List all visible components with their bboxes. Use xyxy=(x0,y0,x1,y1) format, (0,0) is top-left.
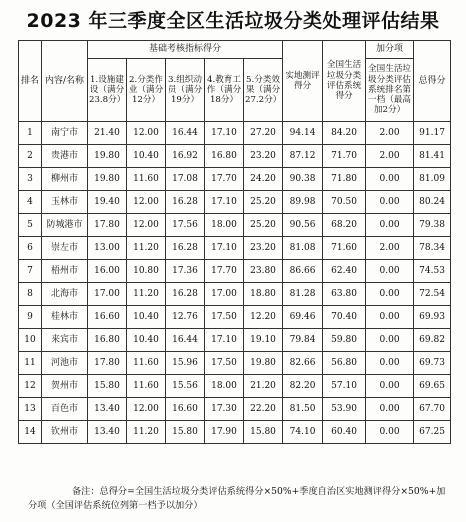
cell-sorting-effect: 15.80 xyxy=(244,421,283,444)
cell-sorting-work: 11.20 xyxy=(127,237,166,260)
header-bonus-group: 加分项 xyxy=(366,41,414,59)
cell-city: 河池市 xyxy=(42,352,88,375)
header-system-score: 全国生活垃圾分类评估系统得分 xyxy=(323,41,366,122)
cell-sorting-work: 11.60 xyxy=(127,168,166,191)
cell-total: 69.73 xyxy=(414,352,451,375)
cell-system-score: 71.70 xyxy=(323,145,366,168)
cell-total: 74.53 xyxy=(414,260,451,283)
cell-sorting-work: 10.80 xyxy=(127,260,166,283)
cell-system-score: 53.90 xyxy=(323,398,366,421)
cell-rank: 7 xyxy=(19,260,42,283)
cell-facility: 17.80 xyxy=(88,214,127,237)
cell-education: 18.00 xyxy=(205,214,244,237)
cell-city: 玉林市 xyxy=(42,191,88,214)
cell-facility: 15.80 xyxy=(88,375,127,398)
cell-total: 67.25 xyxy=(414,421,451,444)
cell-sorting-effect: 19.10 xyxy=(244,329,283,352)
cell-sorting-work: 11.60 xyxy=(127,352,166,375)
cell-mobilization: 16.44 xyxy=(166,329,205,352)
cell-total: 81.41 xyxy=(414,145,451,168)
cell-bonus: 0.00 xyxy=(366,352,414,375)
cell-field-score: 79.84 xyxy=(283,329,323,352)
cell-total: 81.09 xyxy=(414,168,451,191)
cell-facility: 17.80 xyxy=(88,352,127,375)
cell-total: 69.93 xyxy=(414,306,451,329)
cell-education: 17.00 xyxy=(205,283,244,306)
cell-bonus: 0.00 xyxy=(366,214,414,237)
cell-rank: 5 xyxy=(19,214,42,237)
cell-rank: 8 xyxy=(19,283,42,306)
cell-bonus: 2.00 xyxy=(366,122,414,145)
cell-city: 来宾市 xyxy=(42,329,88,352)
cell-field-score: 74.10 xyxy=(283,421,323,444)
cell-field-score: 89.98 xyxy=(283,191,323,214)
table-row xyxy=(19,329,451,352)
header-row-group xyxy=(19,41,451,59)
table-row xyxy=(19,191,451,214)
table-row xyxy=(19,352,451,375)
cell-sorting-effect: 19.80 xyxy=(244,352,283,375)
cell-education: 17.70 xyxy=(205,168,244,191)
cell-city: 北海市 xyxy=(42,283,88,306)
cell-field-score: 69.46 xyxy=(283,306,323,329)
cell-mobilization: 15.56 xyxy=(166,375,205,398)
cell-total: 67.70 xyxy=(414,398,451,421)
table-footnote: 备注：总得分=全国生活垃圾分类评估系统得分×50%+季度自治区实地测评得分×50%+加分项（全国评估系统位列第一档予以加分） xyxy=(28,486,446,511)
cell-education: 17.50 xyxy=(205,306,244,329)
header-total: 总得分 xyxy=(414,41,451,122)
cell-system-score: 63.80 xyxy=(323,283,366,306)
cell-system-score: 60.40 xyxy=(323,421,366,444)
cell-field-score: 90.38 xyxy=(283,168,323,191)
cell-facility: 19.40 xyxy=(88,191,127,214)
cell-total: 78.34 xyxy=(414,237,451,260)
cell-bonus: 0.00 xyxy=(366,168,414,191)
table-row xyxy=(19,237,451,260)
cell-system-score: 68.20 xyxy=(323,214,366,237)
results-table xyxy=(18,40,451,444)
cell-sorting-effect: 23.20 xyxy=(244,237,283,260)
cell-education: 17.50 xyxy=(205,352,244,375)
header-mobilization: 3.组织动员（满分19分） xyxy=(166,59,205,122)
cell-facility: 16.00 xyxy=(88,260,127,283)
cell-city: 崇左市 xyxy=(42,237,88,260)
cell-total: 91.17 xyxy=(414,122,451,145)
cell-rank: 3 xyxy=(19,168,42,191)
cell-rank: 9 xyxy=(19,306,42,329)
cell-mobilization: 16.28 xyxy=(166,237,205,260)
cell-mobilization: 12.76 xyxy=(166,306,205,329)
cell-mobilization: 16.28 xyxy=(166,191,205,214)
cell-field-score: 87.12 xyxy=(283,145,323,168)
cell-sorting-work: 11.20 xyxy=(127,421,166,444)
cell-mobilization: 17.36 xyxy=(166,260,205,283)
cell-city: 钦州市 xyxy=(42,421,88,444)
cell-rank: 10 xyxy=(19,329,42,352)
cell-system-score: 62.40 xyxy=(323,260,366,283)
header-field-score: 实地测评得分 xyxy=(283,41,323,122)
cell-facility: 19.80 xyxy=(88,145,127,168)
cell-bonus: 2.00 xyxy=(366,145,414,168)
cell-facility: 13.40 xyxy=(88,398,127,421)
cell-sorting-work: 12.00 xyxy=(127,214,166,237)
page-title: 2023 年三季度全区生活垃圾分类处理评估结果 xyxy=(26,10,440,32)
cell-education: 17.70 xyxy=(205,260,244,283)
header-facility: 1.设施建设（满分23.8分） xyxy=(88,59,127,122)
cell-bonus: 0.00 xyxy=(366,260,414,283)
header-content: 内容/名称 xyxy=(42,41,88,122)
cell-field-score: 90.56 xyxy=(283,214,323,237)
cell-rank: 6 xyxy=(19,237,42,260)
cell-total: 79.38 xyxy=(414,214,451,237)
cell-total: 72.54 xyxy=(414,283,451,306)
header-education: 4.教育工作（满分18分） xyxy=(205,59,244,122)
cell-mobilization: 17.08 xyxy=(166,168,205,191)
cell-total: 69.82 xyxy=(414,329,451,352)
cell-sorting-effect: 24.20 xyxy=(244,168,283,191)
cell-rank: 14 xyxy=(19,421,42,444)
cell-facility: 13.40 xyxy=(88,421,127,444)
cell-city: 南宁市 xyxy=(42,122,88,145)
cell-mobilization: 16.92 xyxy=(166,145,205,168)
cell-system-score: 71.80 xyxy=(323,168,366,191)
cell-mobilization: 16.28 xyxy=(166,283,205,306)
cell-field-score: 94.14 xyxy=(283,122,323,145)
cell-sorting-work: 11.20 xyxy=(127,283,166,306)
cell-rank: 1 xyxy=(19,122,42,145)
cell-rank: 2 xyxy=(19,145,42,168)
cell-rank: 12 xyxy=(19,375,42,398)
cell-mobilization: 16.44 xyxy=(166,122,205,145)
cell-sorting-work: 10.40 xyxy=(127,306,166,329)
header-sorting-effect: 5.分类效果（满分27.2分） xyxy=(244,59,283,122)
cell-sorting-work: 10.40 xyxy=(127,145,166,168)
cell-field-score: 86.66 xyxy=(283,260,323,283)
cell-education: 16.80 xyxy=(205,145,244,168)
cell-bonus: 0.00 xyxy=(366,375,414,398)
cell-system-score: 59.80 xyxy=(323,329,366,352)
cell-city: 桂林市 xyxy=(42,306,88,329)
cell-system-score: 84.20 xyxy=(323,122,366,145)
cell-sorting-work: 11.60 xyxy=(127,375,166,398)
cell-system-score: 57.10 xyxy=(323,375,366,398)
cell-bonus: 0.00 xyxy=(366,306,414,329)
cell-facility: 13.00 xyxy=(88,237,127,260)
cell-system-score: 56.80 xyxy=(323,352,366,375)
header-rank: 排名 xyxy=(19,41,42,122)
cell-mobilization: 16.60 xyxy=(166,398,205,421)
cell-education: 17.10 xyxy=(205,237,244,260)
cell-rank: 13 xyxy=(19,398,42,421)
cell-education: 18.00 xyxy=(205,375,244,398)
cell-system-score: 70.40 xyxy=(323,306,366,329)
table-row xyxy=(19,214,451,237)
cell-city: 贺州市 xyxy=(42,375,88,398)
cell-total: 80.24 xyxy=(414,191,451,214)
cell-facility: 19.80 xyxy=(88,168,127,191)
cell-education: 17.10 xyxy=(205,122,244,145)
cell-city: 贵港市 xyxy=(42,145,88,168)
cell-education: 17.10 xyxy=(205,329,244,352)
cell-rank: 4 xyxy=(19,191,42,214)
cell-sorting-effect: 18.80 xyxy=(244,283,283,306)
cell-sorting-effect: 25.20 xyxy=(244,214,283,237)
header-sorting-work: 2.分类作业（满分12分） xyxy=(127,59,166,122)
cell-system-score: 70.50 xyxy=(323,191,366,214)
cell-education: 17.10 xyxy=(205,191,244,214)
cell-sorting-work: 12.00 xyxy=(127,398,166,421)
table-row xyxy=(19,398,451,421)
cell-field-score: 81.50 xyxy=(283,398,323,421)
cell-mobilization: 15.96 xyxy=(166,352,205,375)
cell-bonus: 0.00 xyxy=(366,191,414,214)
cell-system-score: 71.60 xyxy=(323,237,366,260)
cell-city: 百色市 xyxy=(42,398,88,421)
cell-sorting-effect: 12.20 xyxy=(244,306,283,329)
cell-facility: 16.60 xyxy=(88,306,127,329)
table-row xyxy=(19,283,451,306)
header-bonus: 全国生活垃圾分类评估系统排名第一档（最高加2分） xyxy=(366,59,414,122)
cell-field-score: 81.28 xyxy=(283,283,323,306)
cell-mobilization: 17.56 xyxy=(166,214,205,237)
cell-sorting-effect: 27.20 xyxy=(244,122,283,145)
cell-city: 防城港市 xyxy=(42,214,88,237)
cell-facility: 17.00 xyxy=(88,283,127,306)
cell-bonus: 2.00 xyxy=(366,237,414,260)
cell-facility: 21.40 xyxy=(88,122,127,145)
table-row xyxy=(19,168,451,191)
table-row xyxy=(19,145,451,168)
cell-facility: 16.80 xyxy=(88,329,127,352)
cell-education: 17.30 xyxy=(205,398,244,421)
table-row xyxy=(19,260,451,283)
cell-education: 17.90 xyxy=(205,421,244,444)
cell-sorting-work: 10.40 xyxy=(127,329,166,352)
cell-city: 柳州市 xyxy=(42,168,88,191)
cell-field-score: 82.66 xyxy=(283,352,323,375)
table-row xyxy=(19,421,451,444)
table-row xyxy=(19,375,451,398)
cell-field-score: 81.08 xyxy=(283,237,323,260)
cell-bonus: 0.00 xyxy=(366,283,414,306)
cell-sorting-effect: 25.20 xyxy=(244,191,283,214)
cell-sorting-effect: 23.20 xyxy=(244,145,283,168)
cell-sorting-work: 12.00 xyxy=(127,122,166,145)
cell-bonus: 0.00 xyxy=(366,398,414,421)
header-basic-group: 基础考核指标得分 xyxy=(88,41,283,59)
cell-sorting-effect: 22.20 xyxy=(244,398,283,421)
cell-bonus: 0.00 xyxy=(366,329,414,352)
cell-sorting-effect: 23.80 xyxy=(244,260,283,283)
cell-mobilization: 15.80 xyxy=(166,421,205,444)
cell-sorting-work: 12.00 xyxy=(127,191,166,214)
table-row xyxy=(19,122,451,145)
cell-sorting-effect: 21.20 xyxy=(244,375,283,398)
cell-field-score: 82.20 xyxy=(283,375,323,398)
cell-city: 梧州市 xyxy=(42,260,88,283)
table-row xyxy=(19,306,451,329)
cell-rank: 11 xyxy=(19,352,42,375)
cell-bonus: 0.00 xyxy=(366,421,414,444)
cell-total: 69.65 xyxy=(414,375,451,398)
